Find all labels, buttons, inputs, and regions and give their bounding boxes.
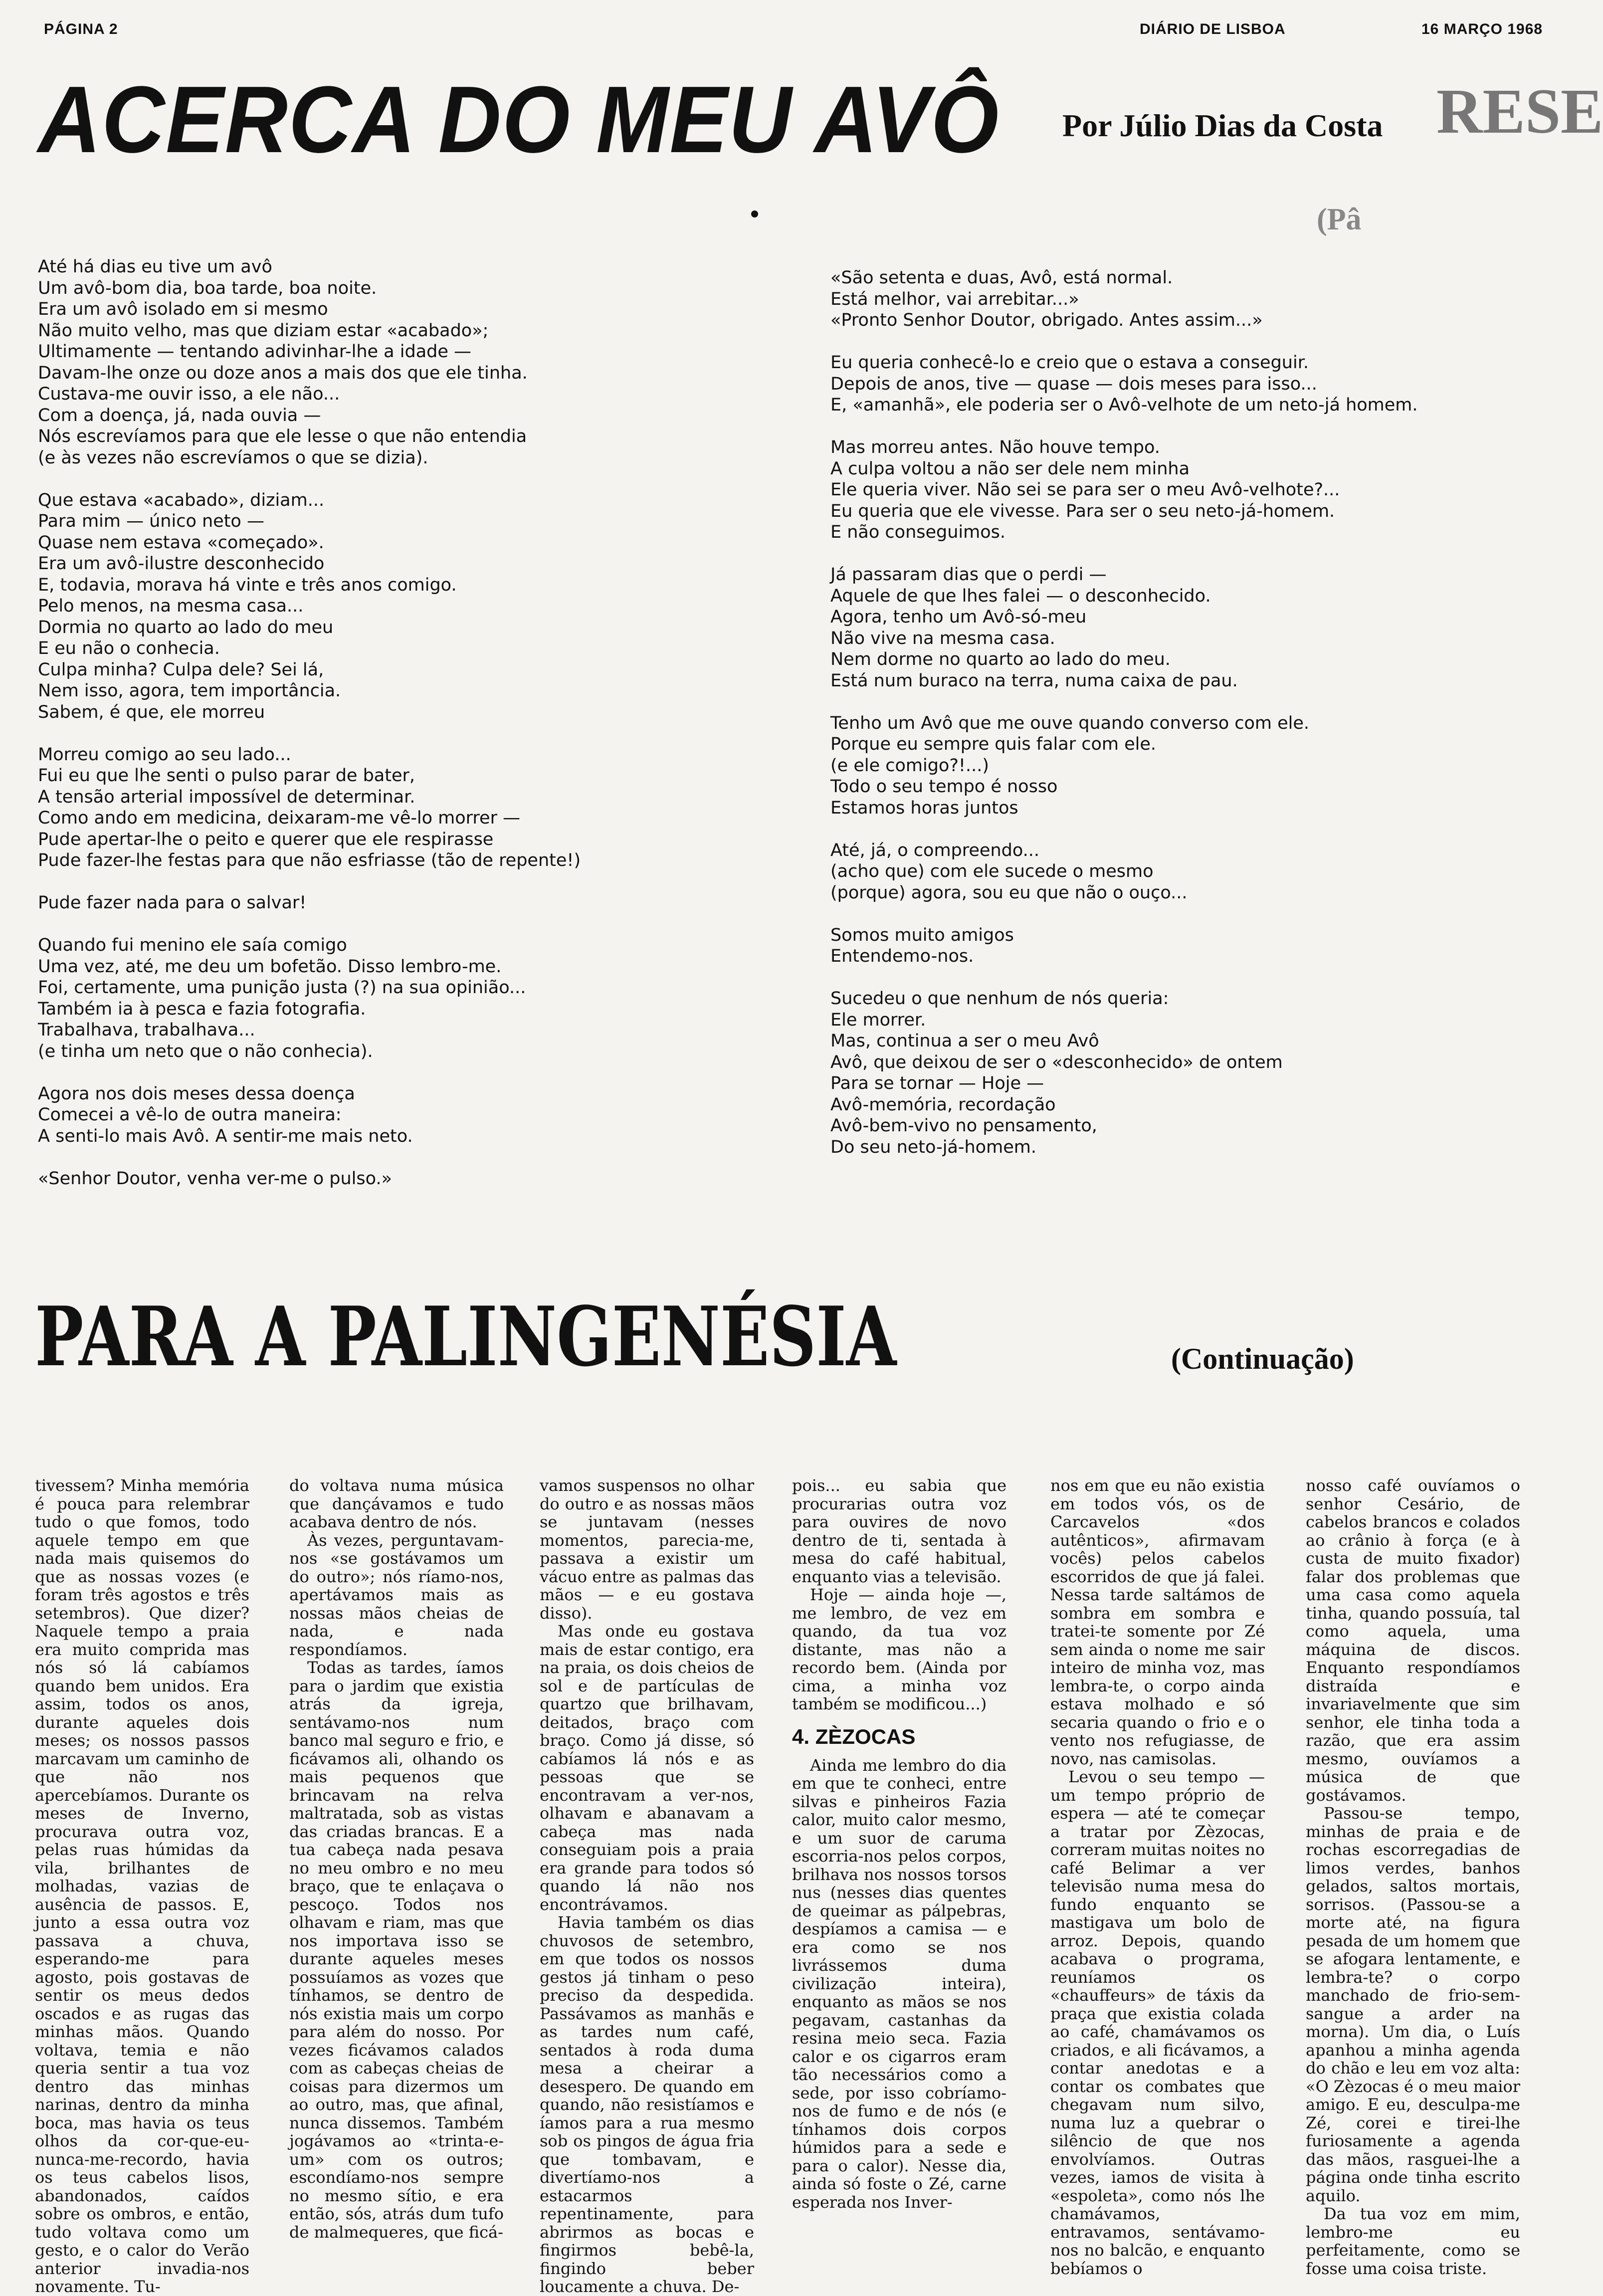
text-column-3 (540, 1476, 754, 2296)
poem-line: Porque eu sempre quis falar com ele. (830, 734, 1157, 754)
poem-line: Ele queria viver. Não sei se para ser o meu Avô-velhote?... (830, 480, 1340, 500)
poem-line (830, 331, 1418, 353)
poem-line: Nem dorme no quarto ao lado do meu. (830, 649, 1171, 669)
poem-line: Agora nos dois meses dessa doença (38, 1083, 355, 1104)
poem-line: Ultimamente — tentando adivinhar-lhe a idade — (38, 342, 472, 362)
poem-line: Mas morreu antes. Não houve tempo. (830, 437, 1160, 457)
poem-line: Morreu comigo ao seu lado... (38, 744, 291, 765)
poem-line: Está num buraco na terra, numa caixa de pau. (830, 670, 1238, 691)
poem-line: Custava-me ouvir isso, a ele não... (38, 384, 340, 404)
paragraph: Passou-se tempo, minhas de praia e de rochas escorregadias de limos verdes, banhos gelados, saltos mortais, sorrisos. (Passou-se a morte até, na figura pesada de um homem que se afogara lentamente, e lembra-te? o corpo manchado de frio-sem-sangue a arder na morna). Um dia, o Luís apanhou a minha agenda do chão e leu em voz alta: «O Zèzocas é o meu maior amigo. E eu, desculpa-me Zé, corei e tirei-lhe furiosamente a agenda das mãos, rasguei-lhe a página onde tinha escrito aquilo. (1306, 1804, 1520, 2205)
poem-line: Tenho um Avô que me ouve quando converso com ele. (830, 713, 1310, 733)
poem-line: Também ia à pesca e fazia fotografia. (38, 999, 366, 1019)
poem-line: «Pronto Senhor Doutor, obrigado. Antes assim...» (830, 310, 1263, 330)
poem-line (38, 871, 581, 893)
poem-line: Quase nem estava «começado». (38, 532, 324, 553)
poem-line: Entendemo-nos. (830, 946, 974, 966)
poem-line: Mas, continua a ser o meu Avô (830, 1031, 1099, 1051)
poem-line: «São setenta e duas, Avô, está normal. (830, 268, 1173, 288)
poem-line: Agora, tenho um Avô-só-meu (830, 607, 1087, 627)
poem-line: Culpa minha? Culpa dele? Sei lá, (38, 659, 324, 680)
paragraph: tivessem? Minha memória é pouca para relembrar tudo o que fomos, todo aquele tempo em que nada mais quisemos do que as nossas vozes (e foram três agostos e três setembros). Que dizer? Naquele tempo a praia era muito comprida mas nós só lá cabíamos quando bem unidos. Era assim, todos os anos, durante aqueles dois meses; os nossos passos marcavam um caminho de que não nos apercebíamos. Durante os meses de Inverno, procurava outra voz, pelas ruas húmidas da vila, brilhantes de molhadas, vazias de ausência de passos. E, junto a essa outra voz passava a chuva, esperando-me para agosto, pois gostavas de sentir os meus dedos oscados e as rugas das minhas mãos. Quando voltava, temia e não queria sentir a tua voz dentro das minhas narinas, dentro da minha boca, mas havia os teus olhos da cor-que-eu-nunca-me-recordo, havia os teus cabelos lisos, abandonados, caídos sobre os ombros, e então, tudo voltava como um gesto, e o calor do Verão anterior invadia-nos novamente. Tu- (35, 1476, 249, 2296)
text-column-4 (792, 1476, 1006, 2250)
poem-line: Uma vez, até, me deu um bofetão. Disso lembro-me. (38, 956, 502, 977)
paragraph: Todas as tardes, íamos para o jardim que existia atrás da igreja, sentávamo-nos num banco mal seguro e frio, e ficávamos ali, olhando os mais pequenos que brincavam na relva maltratada, sob as vistas das criadas brancas. E a tua cabeça nada pesava no meu ombro e no meu braço, que te enlaçava o pescoço. Todos nos olhavam e riam, mas que nos importava isso se durante aqueles meses possuíamos as vozes que tínhamos, se dentro de nós existia mais um corpo para além do nosso. Por vezes ficávamos calados com as cabeças cheias de coisas para dizermos um ao outro, mas, que afinal, nunca dissemos. Também jogávamos ao «trinta-e-um» com os outros; escondíamo-nos sempre no mesmo sítio, e era então, sós, atrás dum tufo de malmequeres, que ficá- (289, 1658, 504, 2242)
article-title-palingenesia: PARA A PALINGENÉSIA (35, 1288, 897, 1385)
poem-line: Até, já, o compreendo... (830, 840, 1040, 860)
poem-line: Pude fazer nada para o salvar! (38, 893, 307, 913)
page-number: PÁGINA 2 (44, 21, 118, 37)
poem-line: Pelo menos, na mesma casa... (38, 596, 304, 616)
poem-line: A culpa voltou a não ser dele nem minha (830, 458, 1190, 479)
poem-line: Eu queria conhecê-lo e creio que o estava a conseguir. (830, 353, 1309, 373)
poem-line: Quando fui menino ele saía comigo (38, 935, 347, 955)
poem-line: Até há dias eu tive um avô (38, 257, 272, 277)
poem-line: (porque) agora, sou eu que não o ouço... (830, 882, 1188, 903)
poem-line: Estamos horas juntos (830, 798, 1018, 818)
poem-line (830, 967, 1418, 989)
bleed-through-text-small: (Pâ (1317, 203, 1362, 236)
poem-line: Aquele de que lhes falei — o desconhecido. (830, 586, 1211, 606)
poem-line (830, 416, 1418, 437)
poem-line (38, 468, 581, 490)
poem-line: A tensão arterial impossível de determinar. (38, 787, 415, 807)
poem-line: Nem isso, agora, tem importância. (38, 681, 341, 701)
poem-line: Era um avô-ilustre desconhecido (38, 554, 325, 574)
continuation-label: (Continuação) (1171, 1342, 1354, 1375)
poem-line: Depois de anos, tive — quase — dois meses para isso... (830, 374, 1317, 394)
poem-line: Foi, certamente, uma punição justa (?) na sua opinião... (38, 978, 526, 998)
poem-line: Todo o seu tempo é nosso (830, 777, 1058, 797)
newspaper-name: DIÁRIO DE LISBOA (1140, 21, 1286, 37)
poem-line: «Senhor Doutor, venha ver-me o pulso.» (38, 1168, 392, 1189)
paragraph: nos em que eu não existia em todos vós, os de Carcavelos «dos autênticos», afirmavam vocês) pelos cabelos escorridos de que já falei. Nessa tarde saltámos de sombra em sombra e tratei-te somente por Zé sem ainda o nome me sair inteiro de minha voz, mas lembra-te, o corpo ainda estava molhado e só secaria quando o frio e o vento nos refugiasse, de novo, nas camisolas. (1050, 1476, 1265, 1768)
poem-line: Como ando em medicina, deixaram-me vê-lo morrer — (38, 808, 521, 828)
poem-line: Eu queria que ele vivesse. Para ser o seu neto-já-homem. (830, 501, 1335, 521)
poem-line: (e ele comigo?!...) (830, 755, 989, 776)
poem-line: Nós escrevíamos para que ele lesse o que não entendia (38, 426, 527, 446)
paragraph: Hoje — ainda hoje —, me lembro, de vez em quando, da tua voz distante, mas não a recordo bem. (Ainda por cima, a minha voz também se modificou...) (792, 1585, 1006, 1713)
poem-line: Que estava «acabado», diziam... (38, 490, 325, 510)
article-title-avo: ACERCA DO MEU AVÔ (38, 67, 1000, 173)
bleed-through-text: RESE (1436, 76, 1603, 147)
paragraph: nosso café ouvíamos o senhor Cesário, de cabelos brancos e colados ao crânio à força (e à custa de muito fixador) falar dos problemas que uma casa como aquela tinha, quando possuía, tal como aquela, uma máquina de discos. Enquanto respondíamos distraída e invariavelmente que sim senhor, ele tinha toda a razão, que era assim mesmo, ouvíamos a música de que gostávamos. (1306, 1476, 1520, 1805)
poem-line: Pude fazer-lhe festas para que não esfriasse (tão de repente!) (38, 850, 581, 870)
poem-line: Não vive na mesma casa. (830, 628, 1055, 648)
poem-line: Do seu neto-já-homem. (830, 1137, 1036, 1157)
poem-line: Trabalhava, trabalhava... (38, 1020, 255, 1040)
poem-line: Avô-memória, recordação (830, 1094, 1056, 1115)
ink-dot (751, 210, 758, 217)
paragraph: Às vezes, perguntavam-nos «se gostávamos um do outro»; nós ríamo-nos, apertávamos mais as nossas mãos cheias de nada, e nada respondíamos. (289, 1530, 504, 1659)
poem-line: E, «amanhã», ele poderia ser o Avô-velhote de um neto-já homem. (830, 395, 1418, 415)
poem-line (830, 691, 1418, 713)
paragraph: Levou o seu tempo — um tempo próprio de espera — até te começar a tratar por Zèzocas, correram muitas noites no café Belimar a ver televisão numa mesa do fundo enquanto se mastigava um bolo de arroz. Depois, quando acabava o programa, reuníamos os «chauffeurs» de táxis da praça que existia colada ao café, chamávamos os criados, e ali ficávamos, a contar anedotas e a contar os combates que chegavam num silvo, numa luz a quebrar o silêncio de que nos envolvíamos. Outras vezes, iamos de visita à «espoleta», como nós lhe chamávamos, entravamos, sentávamo-nos no balcão, e enquanto bebíamos o (1050, 1767, 1265, 2278)
poem-line (38, 723, 581, 744)
poem-line: Está melhor, vai arrebitar...» (830, 289, 1079, 309)
poem-line: A senti-lo mais Avô. A sentir-me mais neto. (38, 1126, 413, 1146)
poem-line (830, 543, 1418, 565)
poem-line: Um avô-bom dia, boa tarde, boa noite. (38, 278, 377, 298)
poem-line: Dormia no quarto ao lado do meu (38, 617, 334, 637)
poem-line: Davam-lhe onze ou doze anos a mais dos que ele tinha. (38, 363, 528, 383)
section-heading: 4. ZÈZOCAS (792, 1724, 916, 1748)
poem-line: Sucedeu o que nenhum de nós queria: (830, 989, 1169, 1009)
poem-line: Pude apertar-lhe o peito e querer que ele respirasse (38, 829, 494, 849)
poem-line: E eu não o conhecia. (38, 638, 220, 658)
paragraph: Da tua voz em mim, lembro-me eu perfeitamente, como se fosse uma coisa triste. (1306, 2204, 1520, 2278)
poem-line: Sabem, é que, ele morreu (38, 702, 265, 722)
poem-line: E, todavia, morava há vinte e três anos comigo. (38, 575, 457, 595)
poem-right-column (830, 267, 1418, 1158)
poem-line: Fui eu que lhe senti o pulso parar de bater, (38, 766, 415, 786)
paragraph: do voltava numa música que dançávamos e tudo acabava dentro de nós. (289, 1476, 504, 1531)
poem-line: E não conseguimos. (830, 522, 1006, 542)
poem-line: (acho que) com ele sucede o mesmo (830, 861, 1154, 881)
poem-line: Somos muito amigos (830, 925, 1014, 945)
poem-line: Para mim — único neto — (38, 511, 264, 531)
poem-line: Não muito velho, mas que diziam estar «acabado»; (38, 320, 489, 341)
text-column-5 (1050, 1476, 1265, 2278)
paragraph: Mas onde eu gostava mais de estar contigo, era na praia, os dois cheios de sol e de partículas de quartzo que brilhavam, deitados, braço com braço. Como já disse, só cabíamos lá nós e as pessoas que se encontravam a ver-nos, olhavam e abanavam a cabeça mas nada conseguiam pois a praia era grande para todos só quando lá não nos encontrávamos. (540, 1622, 754, 1914)
poem-line (38, 1062, 581, 1083)
issue-date: 16 MARÇO 1968 (1421, 21, 1543, 37)
poem-line (830, 903, 1418, 925)
paragraph: vamos suspensos no olhar do outro e as nossas mãos se juntavam (nesses momentos, parecia-me, passava a existir um vácuo entre as palmas das mãos — e eu gostava disso). (540, 1476, 754, 1623)
paragraph: Ainda me lembro do dia em que te conheci, entre silvas e pinheiros Fazia calor, muito calor mesmo, e um suor de caruma escorria-nos pelos corpos, brilhava nos nossos torsos nus (nesses dias quentes de queimar as pálpebras, despíamos a camisa — e era como se nos livrássemos duma civilização inteira), enquanto as mãos se nos pegavam, castanhas da resina meio seca. Fazia calor e os cigarros eram tão necessários como a sede, por isso cobríamo-nos de fumo e de nós (e tínhamos dois corpos húmidos para a sede e para o calor). Nesse dia, ainda só foste o Zé, carne esperada nos Inver- (792, 1755, 1006, 2212)
poem-left-column (38, 256, 581, 1189)
paragraph: pois... eu sabia que procurarias outra voz para ouvires de novo dentro de ti, sentada à mesa do café habitual, enquanto vias a televisão. (792, 1476, 1006, 1586)
poem-line: Comecei a vê-lo de outra maneira: (38, 1105, 342, 1125)
poem-line: Avô, que deixou de ser o «desconhecido» de ontem (830, 1052, 1283, 1072)
poem-line: (e tinha um neto que o não conhecia). (38, 1041, 373, 1061)
poem-line (38, 1147, 581, 1168)
poem-line: Avô-bem-vivo no pensamento, (830, 1116, 1097, 1136)
poem-line: (e às vezes não escrevíamos o que se dizia). (38, 447, 428, 468)
poem-line: Era um avô isolado em si mesmo (38, 299, 328, 319)
paragraph: Havia também os dias chuvosos de setembro, em que todos os nossos gestos já tinham o peso preciso da despedida. Passávamos as manhãs e as tardes num café, sentados à roda duma mesa a cheirar a desespero. De quando em quando, não resistíamos e íamos para a rua mesmo sob os pingos de água fria que tombavam, e divertíamo-nos a estacarmos repentinamente, para abrirmos as bocas e fingirmos bebê-la, fingindo beber loucamente a chuva. De- (540, 1913, 754, 2296)
poem-line: Já passaram dias que o perdi — (830, 565, 1107, 585)
poem-line (38, 914, 581, 935)
byline: Por Júlio Dias da Costa (1062, 108, 1383, 143)
text-column-1 (35, 1476, 249, 2296)
poem-line: Com a doença, já, nada ouvia — (38, 405, 321, 425)
poem-line: Ele morrer. (830, 1010, 926, 1030)
text-column-6 (1306, 1476, 1520, 2278)
text-column-2 (289, 1476, 504, 2250)
poem-line: Para se tornar — Hoje — (830, 1073, 1044, 1093)
poem-line (830, 819, 1418, 840)
